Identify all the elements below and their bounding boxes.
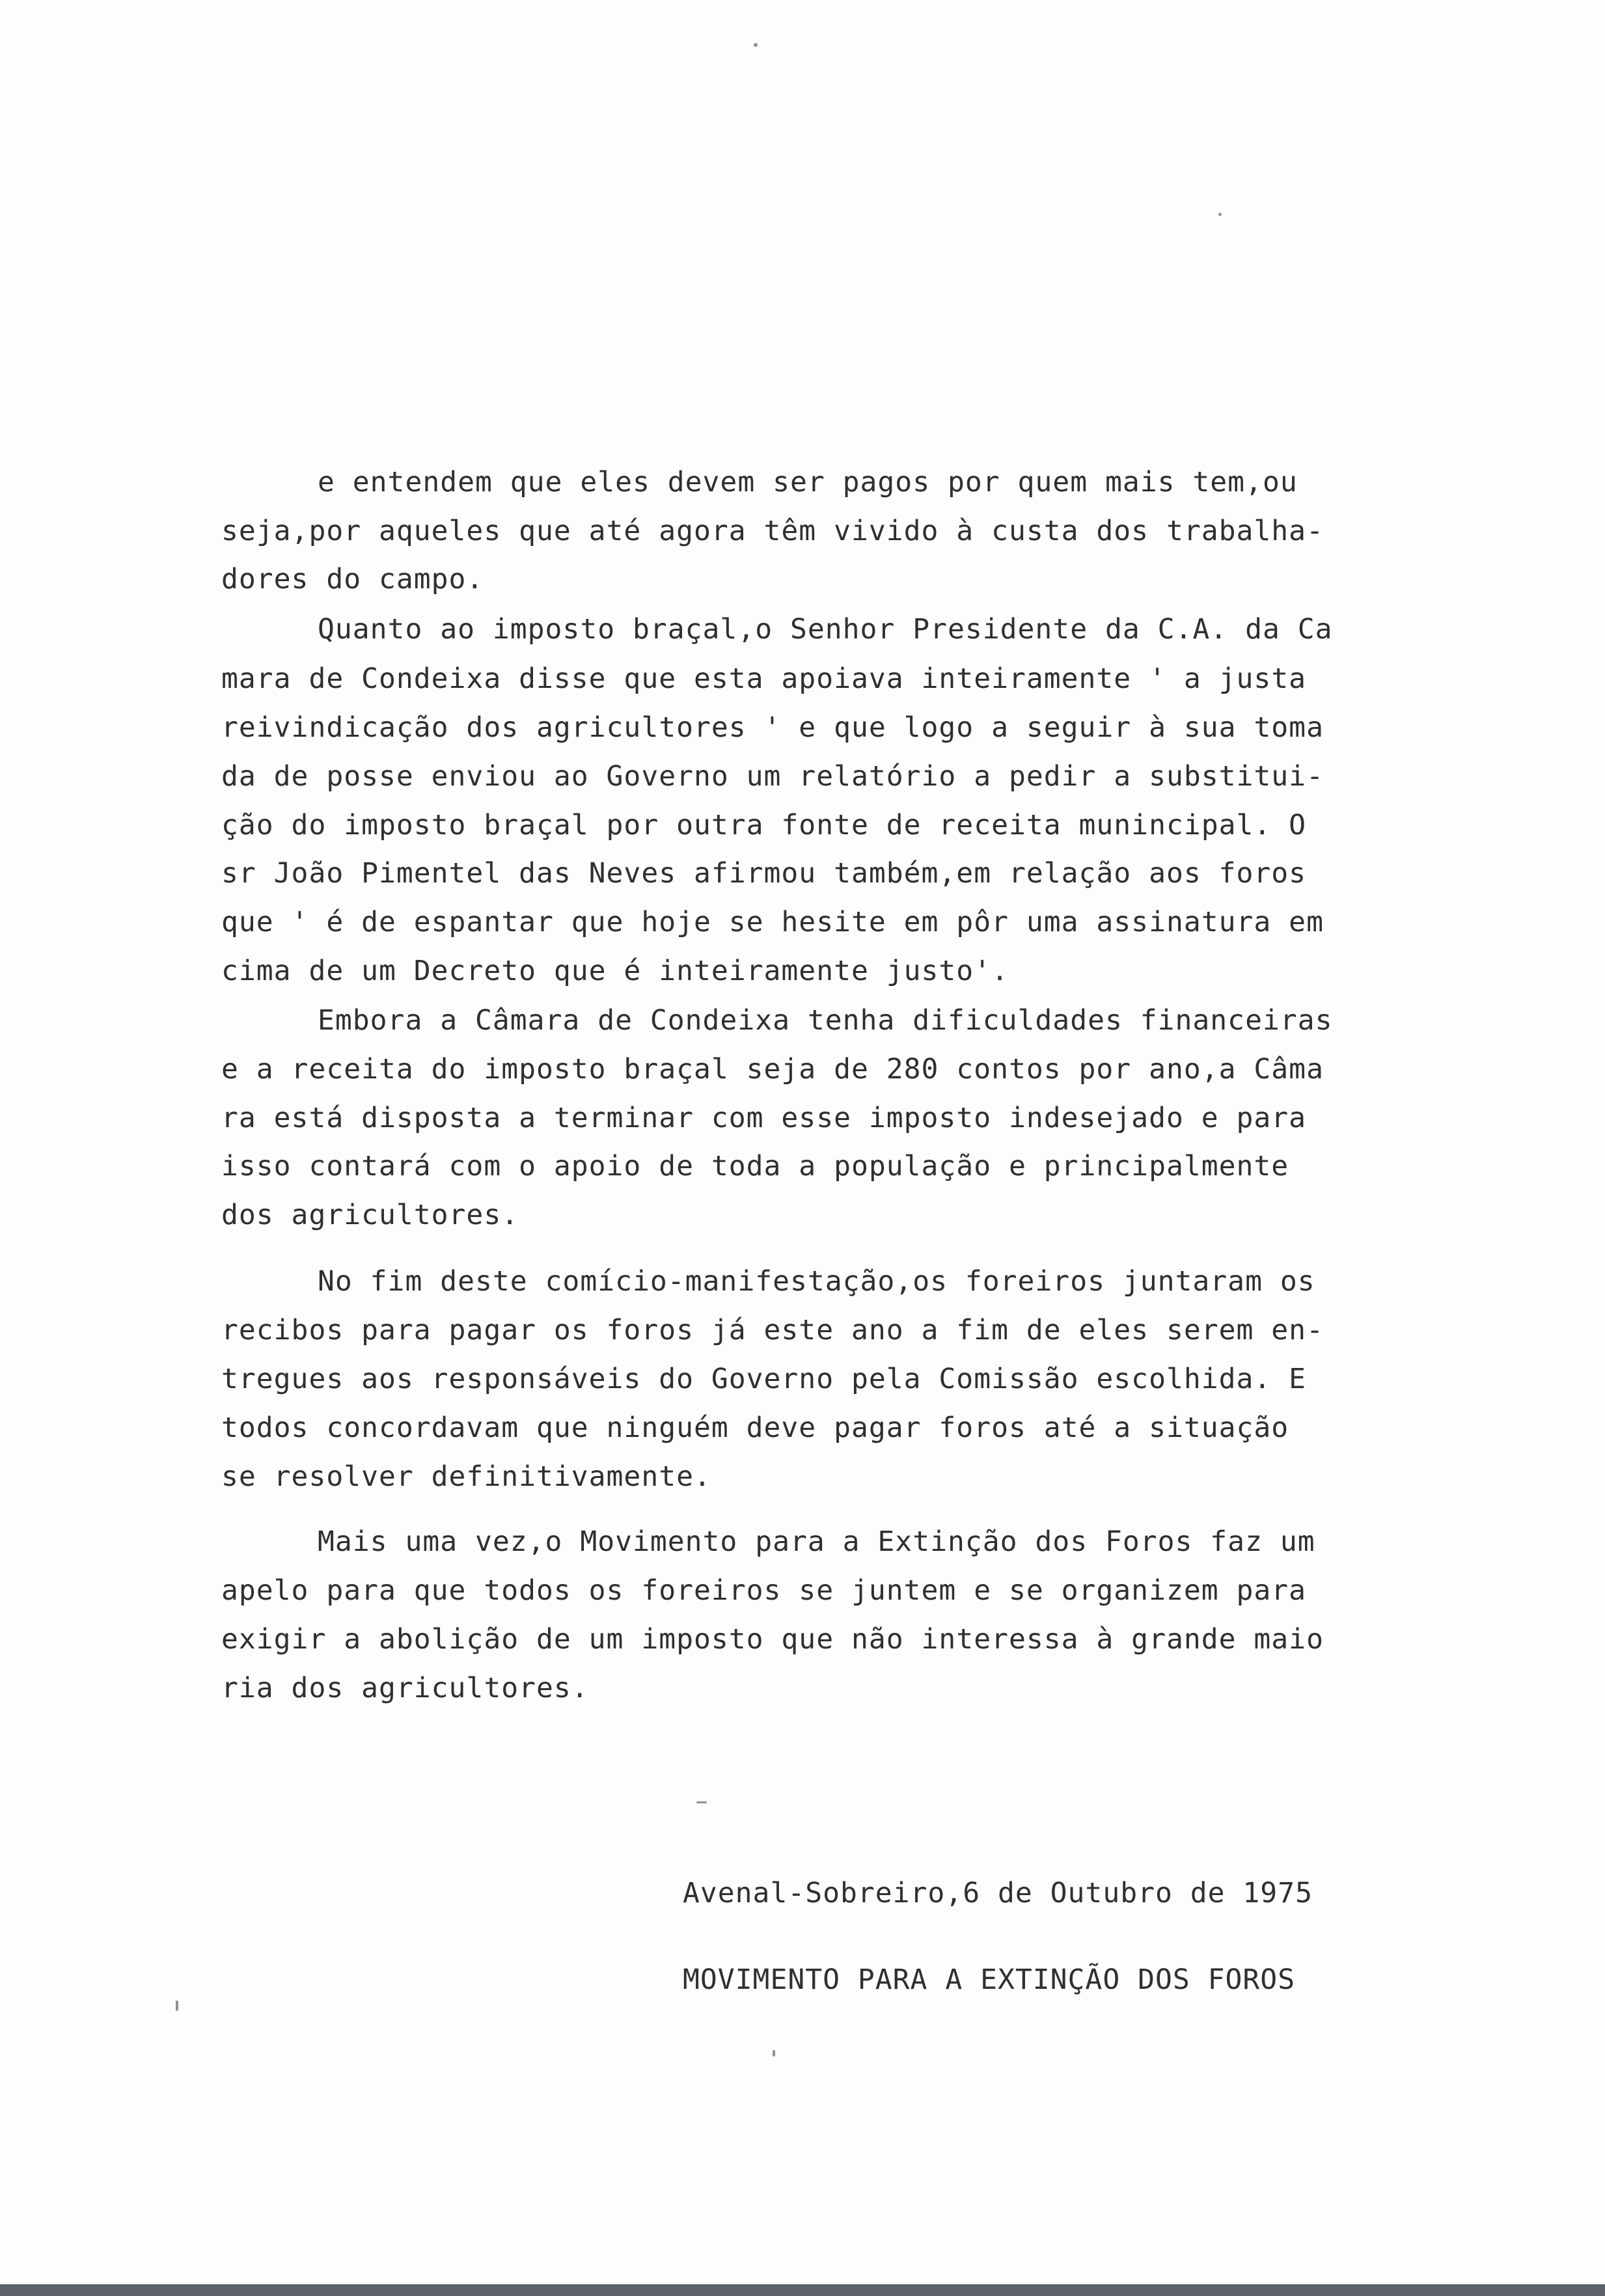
text-line-20: todos concordavam que ninguém deve pagar foros até a situação [221, 1412, 1289, 1444]
text-line-18: recibos para pagar os foros já este ano a fim de eles serem en- [221, 1314, 1324, 1346]
text-line-17: No fim deste comício-manifestação,os foreiros juntaram os [318, 1265, 1315, 1298]
text-line-04 [318, 613, 1476, 646]
signature-place-date: Avenal-Sobreiro,6 de Outubro de 1975 [683, 1877, 1313, 1909]
text-line-04-main: Quanto ao imposto braçal,o Senhor Presidente da C.A. da Ca [318, 613, 1333, 646]
paper-speck [176, 2001, 178, 2011]
text-line-09: sr João Pimentel das Neves afirmou também,em relação aos foros [221, 857, 1307, 890]
text-line-03: dores do campo. [221, 563, 484, 595]
paper-speck [1218, 213, 1222, 216]
text-line-10: que ' é de espantar que hoje se hesite em pôr uma assinatura em [221, 906, 1324, 938]
text-line-12: Embora a Câmara de Condeixa tenha dificuldades financeiras [318, 1004, 1333, 1037]
text-line-16: dos agricultores. [221, 1199, 519, 1231]
text-line-11: cima de um Decreto que é inteiramente justo'. [221, 955, 1009, 987]
text-line-01: e entendem que eles devem ser pagos por quem mais tem,ou [318, 466, 1298, 499]
text-line-07: da de posse enviou ao Governo um relatório a pedir a substitui- [221, 760, 1324, 793]
text-line-06: reivindicação dos agricultores ' e que logo a seguir à sua toma [221, 711, 1324, 744]
text-line-21: se resolver definitivamente. [221, 1460, 711, 1493]
paper-speck [754, 43, 758, 47]
text-line-08: ção do imposto braçal por outra fonte de receita munincipal. O [221, 809, 1307, 841]
text-line-15: isso contará com o apoio de toda a população e principalmente [221, 1150, 1289, 1182]
text-line-13: e a receita do imposto braçal seja de 280 contos por ano,a Câma [221, 1053, 1324, 1086]
text-line-19: tregues aos responsáveis do Governo pela Comissão escolhida. E [221, 1363, 1307, 1395]
text-line-22: Mais uma vez,o Movimento para a Extinção dos Foros faz um [318, 1525, 1315, 1558]
paper-speck [696, 1801, 707, 1803]
scan-bottom-edge [0, 2284, 1605, 2296]
text-line-02: seja,por aqueles que até agora têm vivido à custa dos trabalha- [221, 515, 1324, 547]
signature-organization: MOVIMENTO PARA A EXTINÇÃO DOS FOROS [683, 1963, 1296, 1996]
text-line-25: ria dos agricultores. [221, 1672, 589, 1704]
text-line-23: apelo para que todos os foreiros se juntem e se organizem para [221, 1574, 1307, 1607]
paper-speck [773, 2050, 775, 2057]
text-line-24: exigir a abolição de um imposto que não interessa à grande maio [221, 1623, 1324, 1656]
text-line-14: ra está disposta a terminar com esse imposto indesejado e para [221, 1102, 1307, 1134]
text-line-05: mara de Condeixa disse que esta apoiava inteiramente ' a justa [221, 663, 1307, 695]
